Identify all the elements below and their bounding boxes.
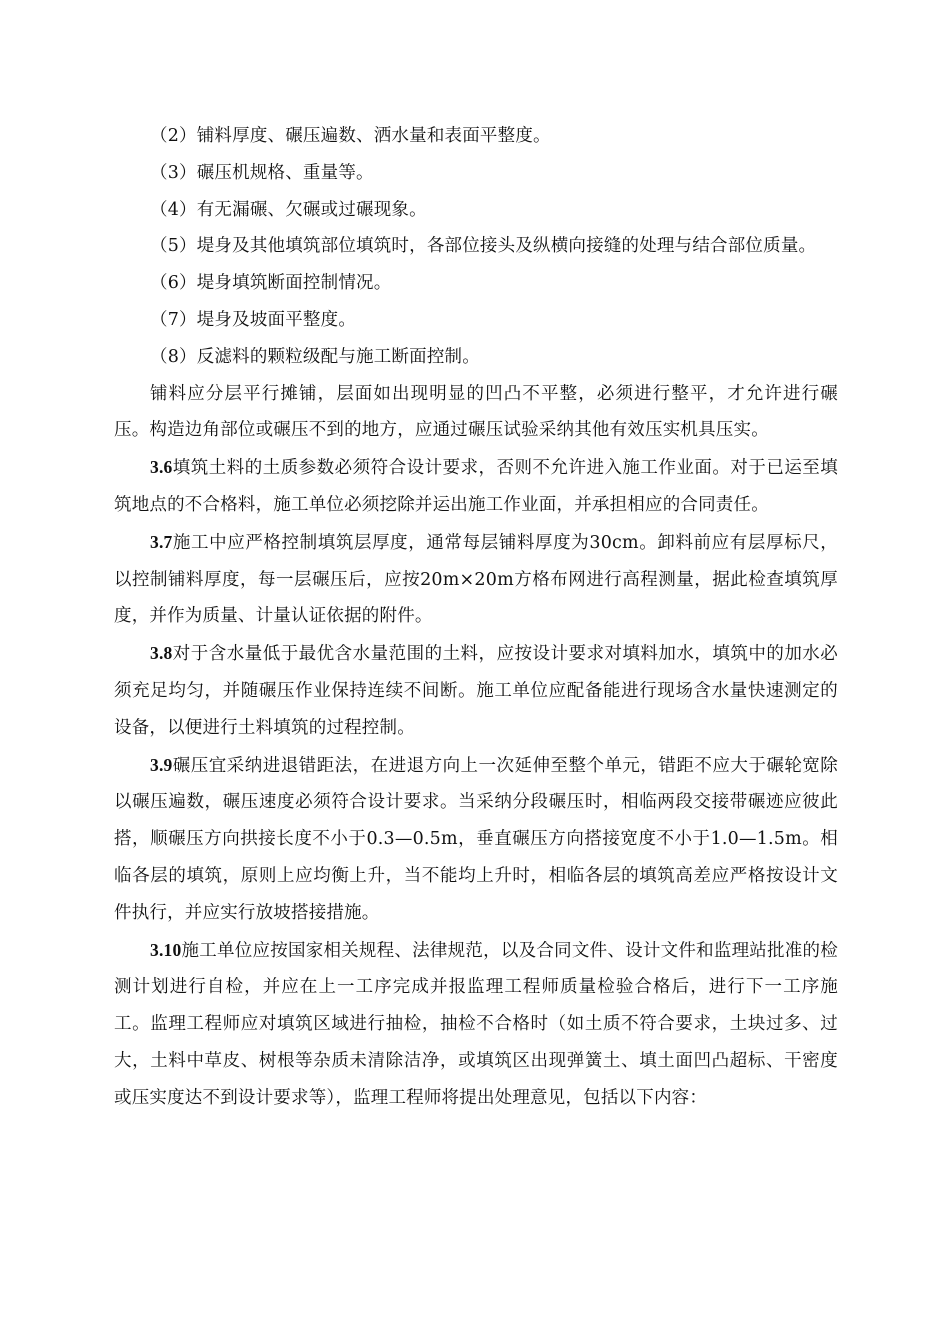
section-text: 施工单位应按国家相关规程、法律规范，以及合同文件、设计文件和监理站批准的检测计划进行自检，并应在上一工序完成并报监理工程师质量检验合格后，进行下一工序施工。监理工程师应对填筑区域进行抽检，抽检不合格时（如土质不符合要求，土块过多、过大，土料中草皮、树根等杂质未清除洁净，或填筑区出现弹簧土、填土面凹凸超标、干密度或压实度达不到设计要求等），监理工程师将提出处理意见，包括以下内容：: [114, 940, 838, 1108]
section-3-8: [114, 635, 838, 746]
section-text: 对于含水量低于最优含水量范围的土料，应按设计要求对填料加水，填筑中的加水必须充足均匀，并随碾压作业保持连续不间断。施工单位应配备能进行现场含水量快速测定的设备，以便进行土料填筑的过程控制。: [114, 644, 838, 738]
section-3-9: [114, 747, 838, 932]
list-item: （3）碾压机规格、重量等。: [150, 162, 374, 183]
section-number: 3.6: [150, 457, 173, 478]
document-body: [114, 118, 838, 1117]
list-item: （2）铺料厚度、碾压遍数、洒水量和表面平整度。: [150, 126, 551, 146]
section-text: 碾压宜采纳进退错距法，在进退方向上一次延伸至整个单元，错距不应大于碾轮宽除以碾压遍数，碾压速度必须符合设计要求。当采纳分段碾压时，相临两段交接带碾迹应彼此搭，顺碾压方向拱接长度不小于0.3—0.5m，垂直碾压方向搭接宽度不小于1.0—1.5m。相临各层的填筑，原则上应均衡上升，当不能均上升时，相临各层的填筑高差应严格按设计文件执行，并应实行放坡搭接措施。: [114, 755, 838, 923]
section-3-10: [114, 932, 838, 1117]
list-item: （5）堤身及其他填筑部位填筑时，各部位接头及纵横向接缝的处理与结合部位质量。: [150, 236, 817, 257]
section-3-6: [114, 449, 838, 524]
section-number: 3.9: [150, 754, 173, 775]
list-item: （7）堤身及坡面平整度。: [150, 309, 357, 330]
list-item: （6）堤身填筑断面控制情况。: [150, 273, 392, 294]
section-number: 3.8: [150, 643, 173, 664]
section-number: 3.7: [150, 531, 173, 552]
list-item: （4）有无漏碾、欠碾或过碾现象。: [150, 199, 427, 220]
paragraph: 铺料应分层平行摊铺，层面如出现明显的凹凸不平整，必须进行整平，才允许进行碾压。构造边角部位或碾压不到的地方，应通过碾压试验采纳其他有效压实机具压实。: [114, 383, 838, 441]
section-text: 施工中应严格控制填筑层厚度，通常每层铺料厚度为30cm。卸料前应有层厚标尺，以控制铺料厚度，每一层碾压后，应按20m×20m方格布网进行高程测量，据此检查填筑厚度，并作为质量、计量认证依据的附件。: [114, 532, 838, 627]
section-number: 3.10: [150, 939, 182, 960]
section-text: 填筑土料的土质参数必须符合设计要求，否则不允许进入施工作业面。对于已运至填筑地点的不合格料，施工单位必须挖除并运出施工作业面，并承担相应的合同责任。: [114, 458, 838, 515]
list-item: （8）反滤料的颗粒级配与施工断面控制。: [150, 346, 480, 367]
section-3-7: [114, 524, 838, 635]
